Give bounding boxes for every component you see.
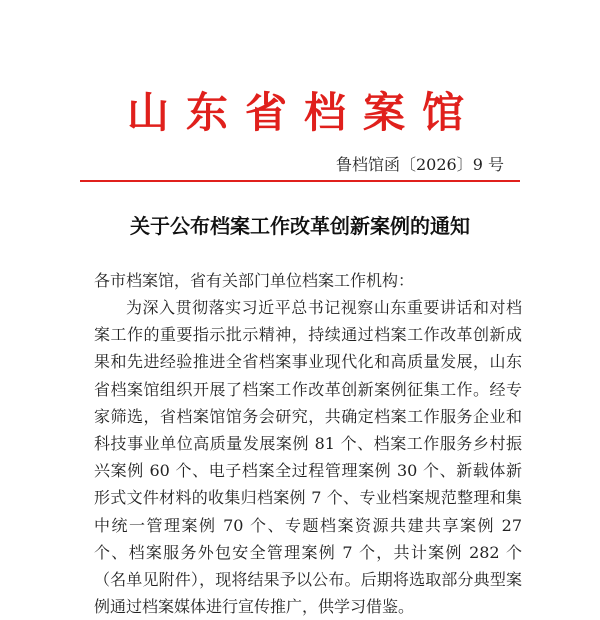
red-divider-line (80, 180, 520, 182)
body-paragraph: 为深入贯彻落实习近平总书记视察山东重要讲话和对档案工作的重要指示批示精神，持续通过档案工作改革创新成果和先进经验推进全省档案事业现代化和高质量发展，山东省档案馆组织开展了档案工作改革创新案例征集工作。经专家筛选，省档案馆馆务会研究，共确定档案工作服务企业和科技事业单位高质量发展案例 81 个、档案工作服务乡村振兴案例 60 个、电子档案全过程管理案例 30 个、新载体新形式文件材料的收集归档案例 7 个、专业档案规范整理和集中统一管理案例 70 个、专题档案资源共建共享案例 27 个、档案服务外包安全管理案例 7 个，共计案例 282 个（名单见附件），现将结果予以公布。后期将选取部分典型案例通过档案媒体进行宣传推广，供学习借鉴。 (94, 298, 522, 617)
document-number: 鲁档馆函〔2026〕9 号 (336, 155, 504, 174)
notice-title: 关于公布档案工作改革创新案例的通知 (130, 214, 470, 238)
salutation: 各市档案馆，省有关部门单位档案工作机构： (94, 271, 415, 290)
org-name-header: 山东省档案馆 (126, 88, 481, 137)
